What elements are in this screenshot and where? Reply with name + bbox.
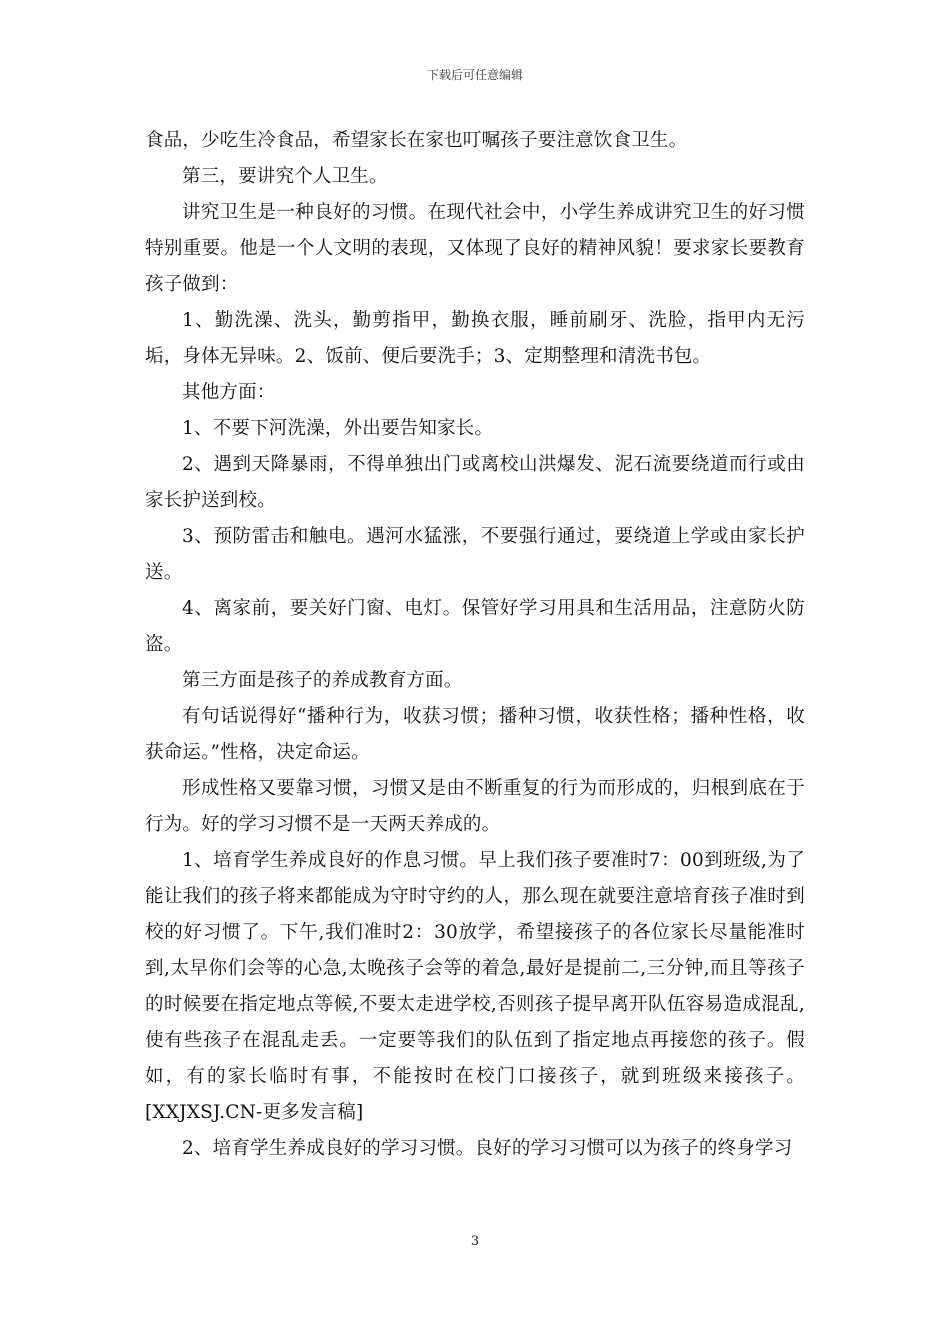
paragraph: 1、勤洗澡、洗头，勤剪指甲，勤换衣服，睡前刷牙、洗脸，指甲内无污垢，身体无异味。2、饭前、便后要洗手；3、定期整理和清洗书包。 (145, 310, 805, 367)
paragraph: 第三方面是孩子的养成教育方面。 (182, 670, 463, 691)
paragraph: 食品，少吃生冷食品，希望家长在家也叮嘱孩子要注意饮食卫生。 (145, 130, 688, 151)
paragraph: 其他方面： (182, 382, 276, 403)
paragraph: 1、培育学生养成良好的作息习惯。早上我们孩子要准时7：00到班级,为了能让我们的孩子将来都能成为守时守约的人，那么现在就要注意培育孩子准时到校的好习惯了。下午,我们准时2：30放学，希望接孩子的各位家长尽量能准时到,太早你们会等的心急,太晚孩子会等的着急,最好是提前二,三分钟,而且等孩子的时候要在指定地点等候,不要太走进学校,否则孩子提早离开队伍容易造成混乱,使有些孩子在混乱走丢。一定要等我们的队伍到了指定地点再接您的孩子。假如，有的家长临时有事，不能按时在校门口接孩子，就到班级来接孩子。[XXJXSJ.CN-更多发言稿] (145, 850, 805, 1123)
paragraph: 2、遇到天降暴雨，不得单独出门或离校山洪爆发、泥石流要绕道而行或由家长护送到校。 (145, 454, 805, 511)
paragraph: 1、不要下河洗澡，外出要告知家长。 (182, 418, 494, 439)
paragraph: 讲究卫生是一种良好的习惯。在现代社会中，小学生养成讲究卫生的好习惯特别重要。他是一个人文明的表现，又体现了良好的精神风貌！要求家长要教育孩子做到： (145, 202, 805, 295)
paragraph: 3、预防雷击和触电。遇河水猛涨，不要强行通过，要绕道上学或由家长护送。 (145, 526, 805, 583)
document-body (145, 123, 805, 1167)
paragraph: 4、离家前，要关好门窗、电灯。保管好学习用具和生活用品，注意防火防盗。 (145, 598, 805, 655)
paragraph: 2、培育学生养成良好的学习习惯。良好的学习习惯可以为孩子的终身学习 (182, 1138, 793, 1159)
page-header: 下载后可任意编辑 (426, 68, 523, 82)
page-number: 3 (470, 1234, 480, 1249)
paragraph: 第三，要讲究个人卫生。 (182, 166, 388, 187)
paragraph: 形成性格又要靠习惯，习惯又是由不断重复的行为而形成的，归根到底在于行为。好的学习习惯不是一天两天养成的。 (145, 778, 805, 835)
paragraph: 有句话说得好“播种行为，收获习惯；播种习惯，收获性格；播种性格，收获命运。”性格，决定命运。 (145, 706, 805, 763)
